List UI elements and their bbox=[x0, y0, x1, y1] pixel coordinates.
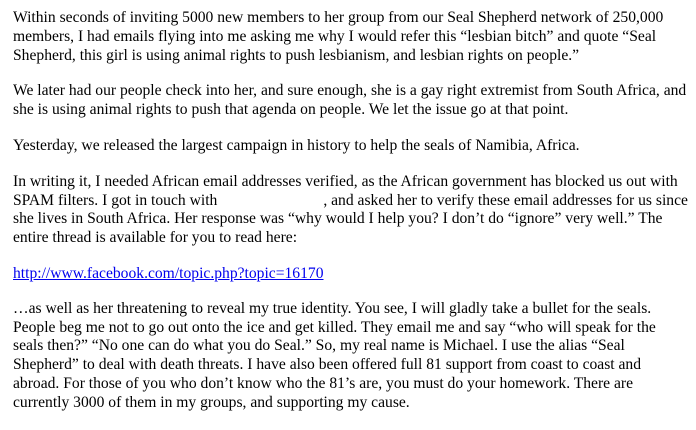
thread-link[interactable]: http://www.facebook.com/topic.php?topic=16170 bbox=[13, 264, 324, 282]
paragraph-link bbox=[13, 265, 689, 284]
paragraph-identity: …as well as her threatening to reveal my true identity. You see, I will gladly take a bullet for the seals. People beg me not to go out onto the ice and get killed. They email me and say “who will speak for the seals then?” “No one can do what you do Seal.” So, my real name is Michael. I use the alias “Seal Shepherd” to deal with death threats. I have also been offered full 81 support from coast to coast and abroad. For those of you who don’t know who the 81’s are, you must do your homework. There are currently 3000 of them in my groups, and supporting my cause. bbox=[13, 299, 656, 411]
paragraph-email-request bbox=[13, 173, 689, 248]
email-request-text-end: , and asked her to verify these email addresses for us since she lives in South Africa. Her response was “why would I help you? I don’t do “ignore” very well.” The entire thread is available for you to read here: bbox=[13, 191, 688, 247]
paragraph-campaign: Yesterday, we released the largest campaign in history to help the seals of Namibia, Africa. bbox=[13, 136, 580, 154]
document-body bbox=[13, 9, 689, 430]
paragraph-background-check: We later had our people check into her, and sure enough, she is a gay right extremist from South Africa, and she is using animal rights to push that agenda on people. We let the issue go at that point. bbox=[13, 82, 687, 119]
paragraph-invitation: Within seconds of inviting 5000 new members to her group from our Seal Shepherd network of 250,000 members, I had emails flying into me asking me why I would refer this “lesbian bitch” and quote “Seal Shepherd, this girl is using animal rights to push lesbianism, and lesbian rights on people.” bbox=[13, 9, 664, 64]
email-request-text-start: In writing it, I needed African email addresses verified, as the African government has blocked us out with SPAM filters. I got in touch with bbox=[13, 172, 678, 209]
